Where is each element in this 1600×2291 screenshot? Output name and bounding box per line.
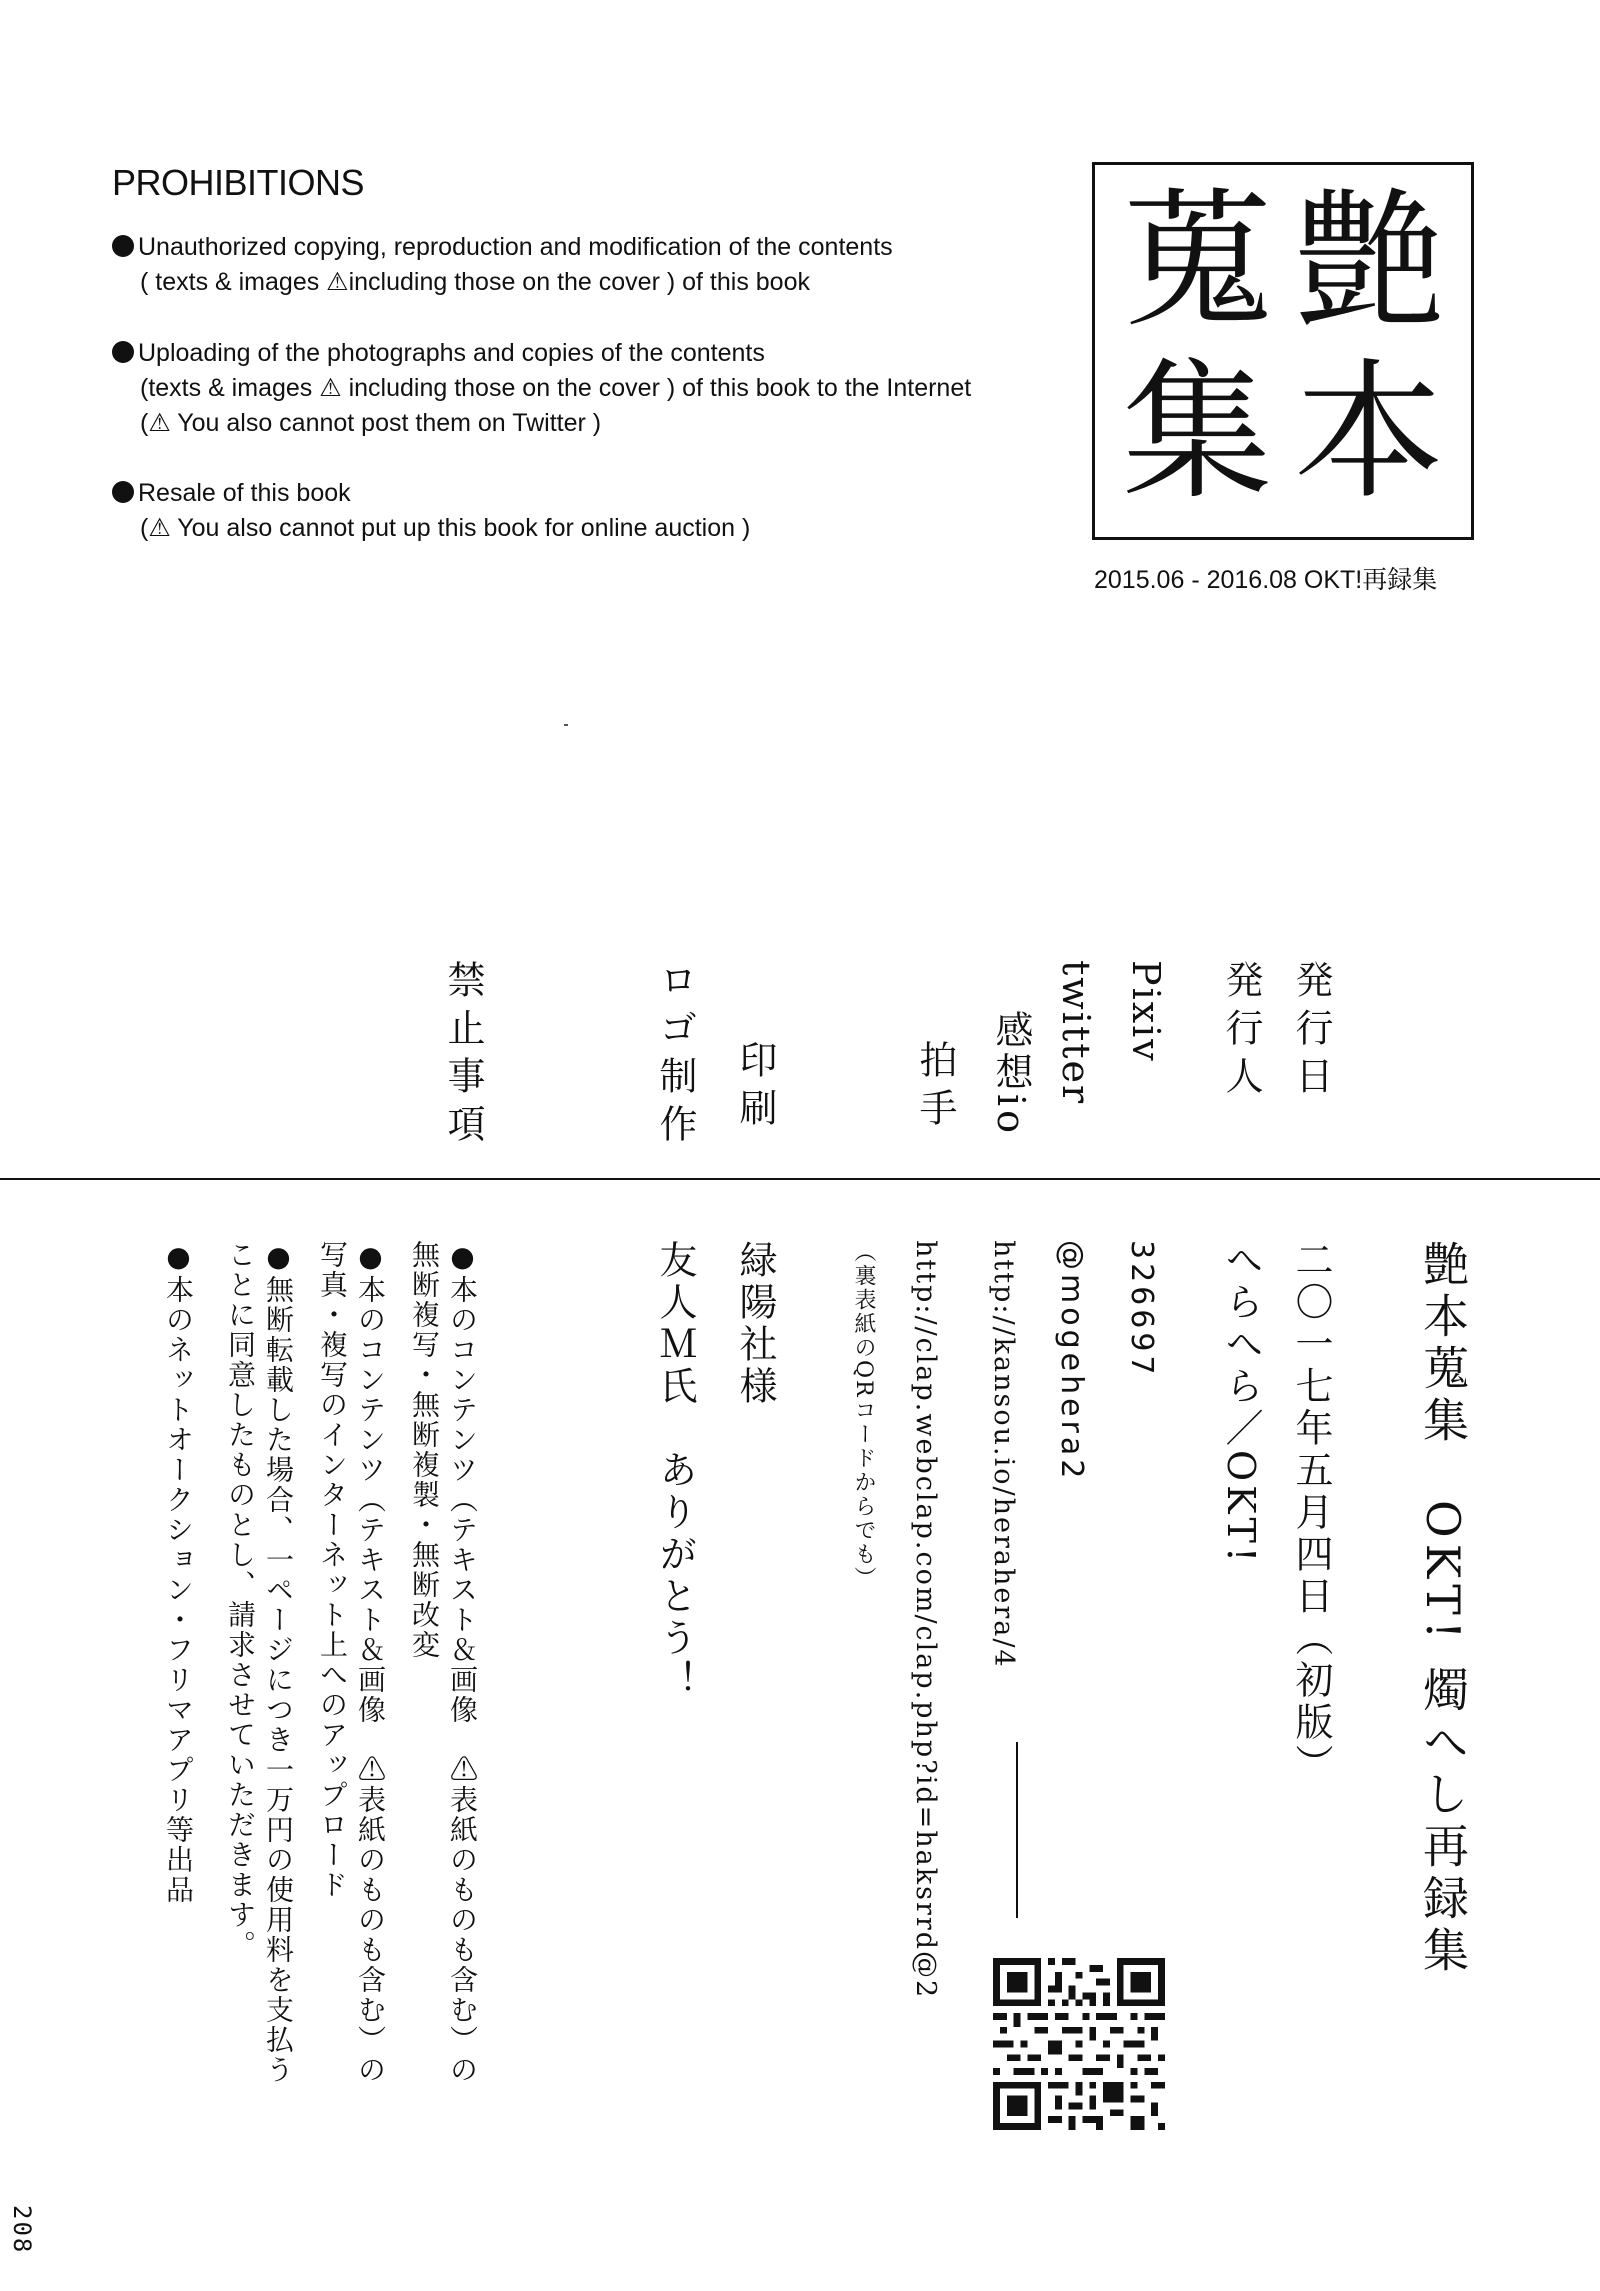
- value-printing: 緑陽社様: [733, 1240, 777, 1408]
- prohibition-item-copying: [112, 230, 893, 300]
- label-clap: 拍手: [913, 1040, 957, 1136]
- label-publish-date: 発行日: [1289, 960, 1333, 1104]
- label-kansou: 感想io: [989, 1010, 1033, 1138]
- value-twitter: @mogehera2: [1054, 1240, 1089, 1483]
- logo-character: 蒐: [1121, 175, 1272, 349]
- logo-character: 艶: [1293, 175, 1444, 349]
- prohibition-text: (⚠ You also cannot post them on Twitter ): [140, 409, 602, 437]
- prohibition-text: Uploading of the photographs and copies of the contents: [138, 339, 765, 367]
- prohibition-note: ●無断転載した場合、一ページにつき一万円の使用料を支払う: [262, 1240, 295, 2085]
- prohibition-note: ●本のネットオークション・フリマアプリ等出品: [162, 1240, 195, 1905]
- value-pixiv: 326697: [1124, 1240, 1159, 1379]
- prohibition-text: Resale of this book: [138, 479, 351, 507]
- value-publish-date: 二〇一七年五月四日（初版）: [1289, 1240, 1333, 1786]
- print-speck: [564, 724, 568, 726]
- bullet-icon: [112, 341, 134, 363]
- prohibition-text: (⚠ You also cannot put up this book for online auction ): [140, 514, 751, 542]
- label-printing: 印刷: [733, 1040, 777, 1136]
- logo-caption: 2015.06 - 2016.08 OKT!再録集: [1094, 566, 1438, 594]
- value-kansou-link[interactable]: http://kansou.io/herahera/4: [988, 1240, 1019, 1669]
- logo-character: 本: [1293, 346, 1444, 520]
- value-clap-note: （裏表紙のQRコードからでも）: [851, 1240, 876, 1591]
- prohibition-note: 写真・複写のインターネット上へのアップロード: [316, 1240, 349, 1900]
- label-logo-design: ロゴ制作: [653, 960, 697, 1152]
- page-number: 208: [8, 2205, 36, 2255]
- title-logo: [1092, 162, 1474, 540]
- label-prohibitions: 禁止事項: [441, 960, 485, 1152]
- bullet-icon: [112, 235, 134, 257]
- label-twitter: twitter: [1054, 960, 1098, 1106]
- prohibition-note: ●本のコンテンツ（テキスト＆画像 ⚠表紙のものも含む）の: [354, 1240, 387, 2085]
- vertical-rule: [1016, 1742, 1018, 1918]
- label-publisher: 発行人: [1219, 960, 1263, 1104]
- prohibition-text: (texts & images ⚠ including those on the cover ) of this book to the Internet: [140, 374, 972, 402]
- qr-code-icon: [993, 1958, 1165, 2130]
- prohibition-item-uploading: [112, 336, 971, 441]
- value-publisher: へらへら／OKT!: [1219, 1240, 1263, 1567]
- horizontal-divider: [0, 1178, 1600, 1180]
- bullet-icon: [112, 481, 134, 503]
- value-clap-link[interactable]: http://clap.webclap.com/clap.php?id=haksrrd@2: [910, 1240, 941, 2000]
- prohibition-text: Unauthorized copying, reproduction and modification of the contents: [138, 233, 893, 261]
- prohibition-text: ( texts & images ⚠including those on the cover ) of this book: [140, 268, 810, 296]
- label-pixiv: Pixiv: [1124, 960, 1168, 1063]
- prohibition-note: ことに同意したものとし、請求させていただきます。: [224, 1240, 257, 1960]
- logo-character: 集: [1121, 346, 1272, 520]
- prohibition-item-resale: [112, 476, 750, 546]
- prohibitions-title: PROHIBITIONS: [112, 162, 365, 203]
- prohibition-note: ●本のコンテンツ（テキスト＆画像 ⚠表紙のものも含む）の: [446, 1240, 479, 2085]
- value-logo-design: 友人Ｍ氏 ありがとう！: [653, 1240, 697, 1702]
- book-title: 艶本蒐集 OKT! 燭へし再録集: [1416, 1240, 1470, 1978]
- prohibition-note: 無断複写・無断複製・無断改変: [408, 1240, 441, 1660]
